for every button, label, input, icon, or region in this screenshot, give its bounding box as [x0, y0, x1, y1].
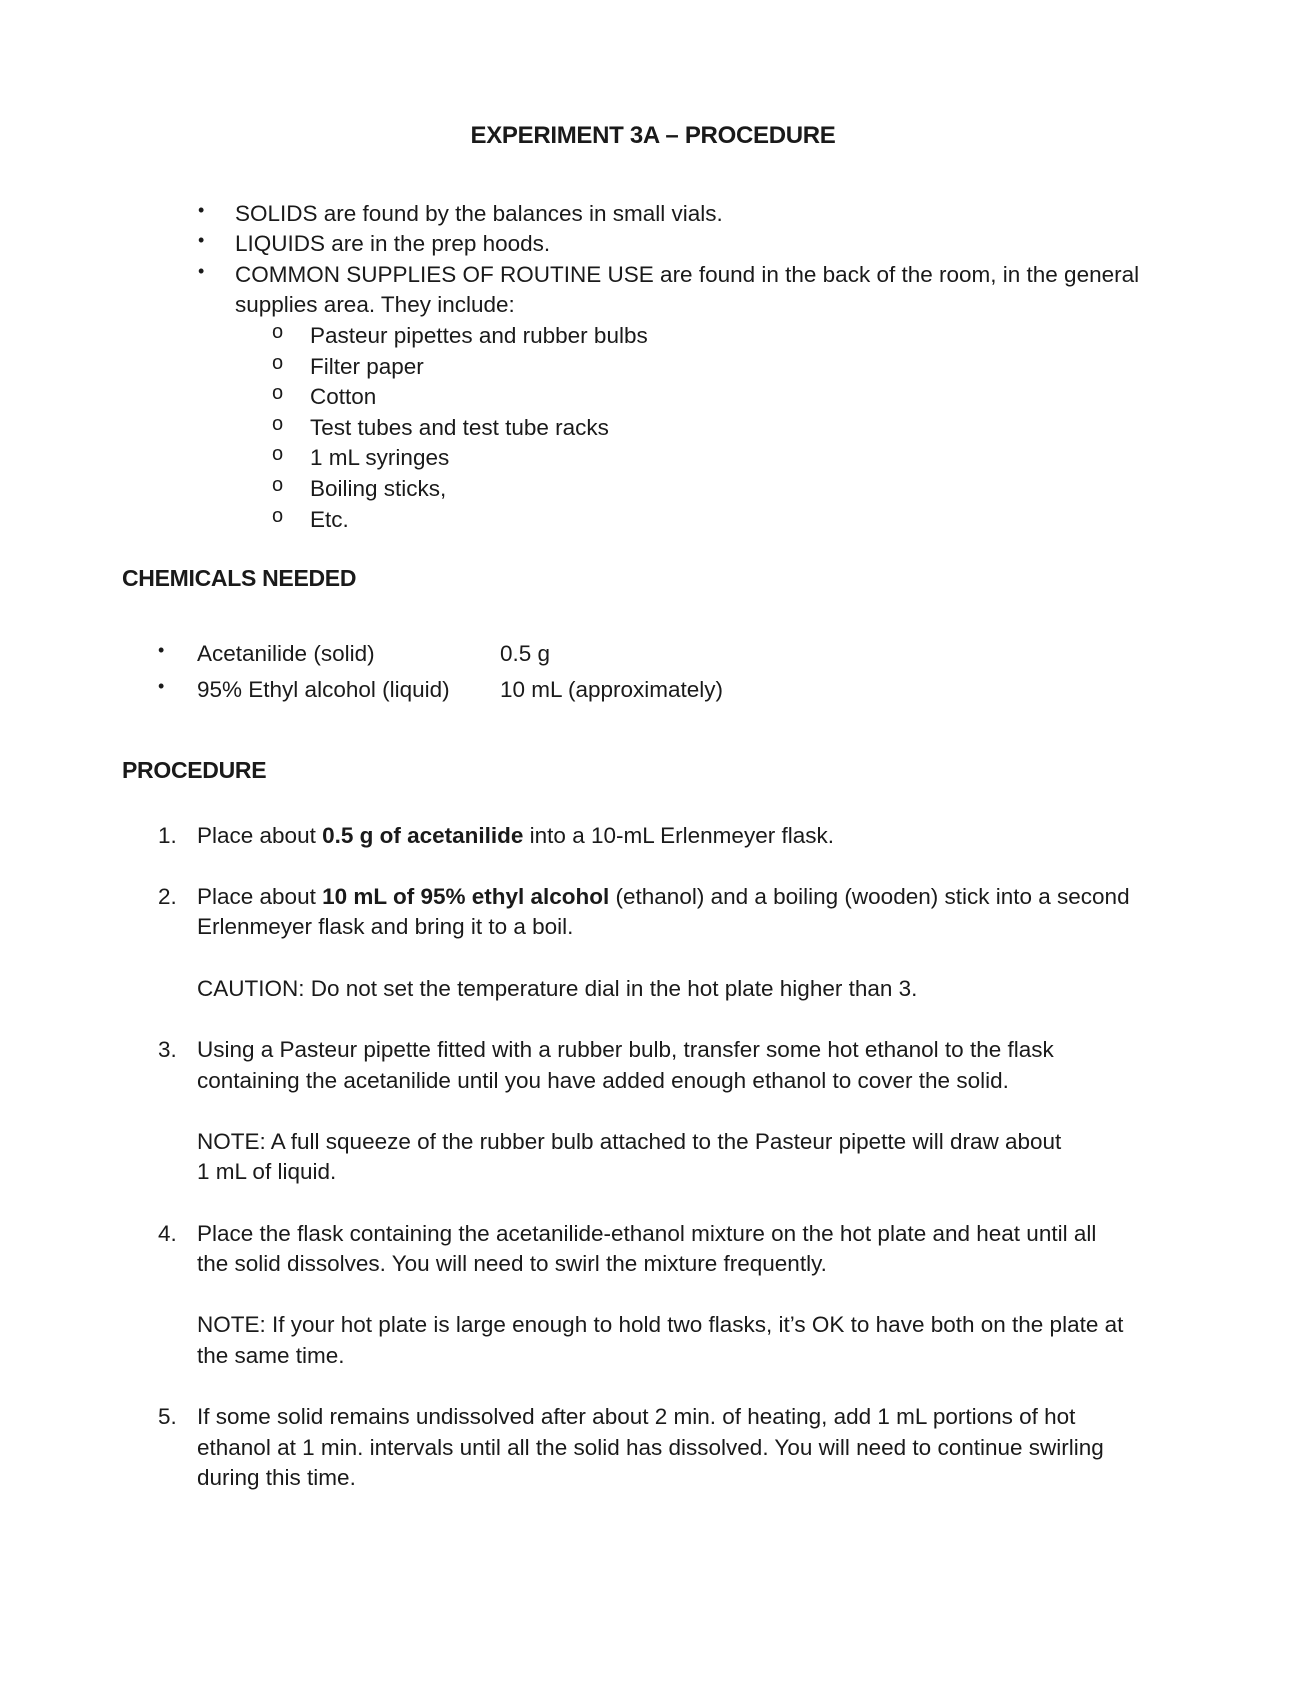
chemicals-heading: CHEMICALS NEEDED	[122, 565, 357, 591]
intro-bullet-supplies-cont: supplies area. They include:	[235, 292, 515, 317]
step-number: 1.	[158, 823, 177, 848]
intro-bullet-solids: SOLIDS are found by the balances in small vials.	[235, 201, 723, 226]
step-2-text-cont: Erlenmeyer flask and bring it to a boil.	[197, 914, 574, 939]
sub-bullet-circle: o	[272, 352, 284, 374]
supply-item: Filter paper	[310, 354, 424, 379]
bullet-dot: •	[158, 676, 165, 696]
bullet-dot: •	[158, 640, 165, 660]
step-4-text: Place the flask containing the acetanilide-ethanol mixture on the hot plate and heat until all	[197, 1221, 1097, 1246]
sub-bullet-circle: o	[272, 382, 284, 404]
procedure-heading: PROCEDURE	[122, 757, 267, 783]
step-5-text-cont: ethanol at 1 min. intervals until all the solid has dissolved. You will need to continue swirling	[197, 1435, 1104, 1460]
step-2-bold: 10 mL of 95% ethyl alcohol	[322, 884, 610, 909]
page-title: EXPERIMENT 3A – PROCEDURE	[470, 122, 836, 149]
step-3-note: NOTE: A full squeeze of the rubber bulb attached to the Pasteur pipette will draw about	[197, 1129, 1062, 1154]
chemical-name: 95% Ethyl alcohol (liquid)	[197, 677, 450, 702]
chemical-name: Acetanilide (solid)	[197, 641, 375, 666]
step-3-text-cont: containing the acetanilide until you have added enough ethanol to cover the solid.	[197, 1068, 1009, 1093]
step-number: 2.	[158, 884, 177, 909]
step-1-bold: 0.5 g of acetanilide	[322, 823, 524, 848]
step-4-note: NOTE: If your hot plate is large enough to hold two flasks, it’s OK to have both on the plate at	[197, 1312, 1124, 1337]
sub-bullet-circle: o	[272, 321, 284, 343]
step-3-text: Using a Pasteur pipette fitted with a rubber bulb, transfer some hot ethanol to the flask	[197, 1037, 1054, 1062]
chemical-amount: 0.5 g	[500, 641, 551, 666]
supply-item: Etc.	[310, 507, 349, 532]
step-4-note-cont: the same time.	[197, 1343, 345, 1368]
step-1-text: Place about 0.5 g of acetanilide into a 10-mL Erlenmeyer flask.	[197, 823, 834, 848]
step-5-text-cont2: during this time.	[197, 1465, 356, 1490]
sub-bullet-circle: o	[272, 443, 284, 465]
supply-item: Test tubes and test tube racks	[310, 415, 609, 440]
bullet-dot: •	[198, 200, 205, 220]
step-3-note-cont: 1 mL of liquid.	[197, 1159, 337, 1184]
sub-bullet-circle: o	[272, 413, 284, 435]
step-2-caution: CAUTION: Do not set the temperature dial in the hot plate higher than 3.	[197, 976, 918, 1001]
supply-item: 1 mL syringes	[310, 445, 450, 470]
step-number: 3.	[158, 1037, 177, 1062]
supply-item: Pasteur pipettes and rubber bulbs	[310, 323, 648, 348]
supply-item: Cotton	[310, 384, 377, 409]
step-4-text-cont: the solid dissolves. You will need to swirl the mixture frequently.	[197, 1251, 827, 1276]
sub-bullet-circle: o	[272, 505, 284, 527]
step-number: 5.	[158, 1404, 177, 1429]
chemical-amount: 10 mL (approximately)	[500, 677, 724, 702]
intro-bullet-supplies: COMMON SUPPLIES OF ROUTINE USE are found in the back of the room, in the general	[235, 262, 1140, 287]
bullet-dot: •	[198, 261, 205, 281]
step-5-text: If some solid remains undissolved after about 2 min. of heating, add 1 mL portions of hot	[197, 1404, 1076, 1429]
step-2-text: Place about 10 mL of 95% ethyl alcohol (ethanol) and a boiling (wooden) stick into a second	[197, 884, 1130, 909]
intro-bullet-liquids: LIQUIDS are in the prep hoods.	[235, 231, 551, 256]
sub-bullet-circle: o	[272, 474, 284, 496]
step-number: 4.	[158, 1221, 177, 1246]
bullet-dot: •	[198, 230, 205, 250]
supply-item: Boiling sticks,	[310, 476, 447, 501]
